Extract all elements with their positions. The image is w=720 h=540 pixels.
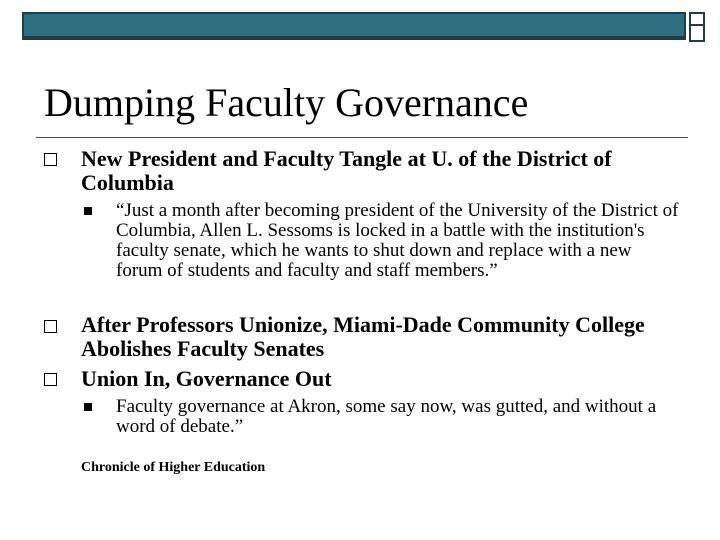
solid-square-bullet-icon <box>84 403 92 411</box>
hollow-square-bullet-icon <box>44 320 57 333</box>
sub-bullet-quote-2: Faculty governance at Akron, some say now, was gutted, and without a word of debate.” <box>116 396 657 437</box>
sub-bullet-quote-1: “Just a month after becoming president of the University of the District of Columbia, Allen L. Sessoms is locked in a battle with the institution's faculty senate, which he wants to shut down and replace with a new forum of students and faculty and staff members.” <box>116 200 679 281</box>
bullet-item-2: After Professors Unionize, Miami-Dade Community College Abolishes Faculty Senates <box>81 312 645 361</box>
solid-square-bullet-icon <box>84 207 92 215</box>
title-divider <box>36 137 688 138</box>
decorative-corner-box <box>689 12 705 42</box>
bullet-item-1: New President and Faculty Tangle at U. of the District of Columbia <box>81 146 612 195</box>
hollow-square-bullet-icon <box>44 373 57 386</box>
decorative-corner-line <box>691 24 703 26</box>
hollow-square-bullet-icon <box>44 153 57 166</box>
slide-title: Dumping Faculty Governance <box>44 80 529 125</box>
bullet-item-3: Union In, Governance Out <box>81 366 332 391</box>
decorative-top-bar-underline <box>22 38 686 40</box>
decorative-top-bar <box>22 12 686 38</box>
source-citation: Chronicle of Higher Education <box>81 460 266 475</box>
